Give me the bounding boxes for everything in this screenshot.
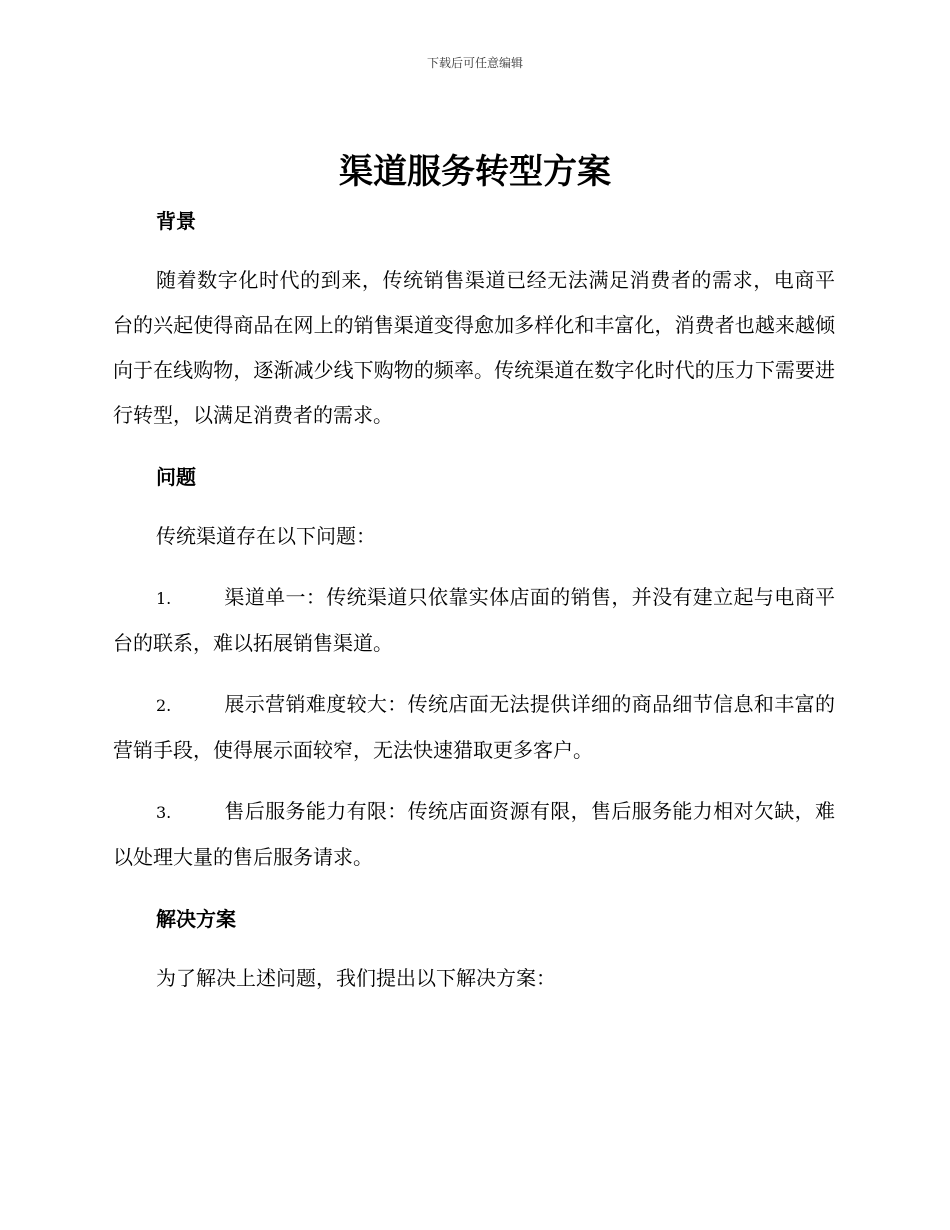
list-item-number: 3. <box>156 803 172 822</box>
list-item-text: 售后服务能力有限：传统店面资源有限，售后服务能力相对欠缺，难以处理大量的售后服务请求。 <box>113 799 835 869</box>
document-body <box>113 198 835 1001</box>
list-item-text: 展示营销难度较大：传统店面无法提供详细的商品细节信息和丰富的营销手段，使得展示面较窄，无法快速猎取更多客户。 <box>113 692 835 762</box>
section-heading-problems: 问题 <box>156 465 196 489</box>
section-heading-solutions: 解决方案 <box>156 907 236 931</box>
problems-intro: 传统渠道存在以下问题： <box>156 524 376 548</box>
solutions-intro: 为了解决上述问题，我们提出以下解决方案： <box>156 966 556 990</box>
section-heading-background: 背景 <box>156 209 196 233</box>
list-item <box>113 789 835 880</box>
list-item <box>113 575 835 666</box>
document-title: 渠道服务转型方案 <box>339 152 611 192</box>
header-note: 下载后可任意编辑 <box>426 56 523 70</box>
background-paragraph: 随着数字化时代的到来，传统销售渠道已经无法满足消费者的需求，电商平台的兴起使得商品在网上的销售渠道变得愈加多样化和丰富化，消费者也越来越倾向于在线购物，逐渐减少线下购物的频率。传统渠道在数字化时代的压力下需要进行转型，以满足消费者的需求。 <box>113 268 835 427</box>
list-item-text: 渠道单一：传统渠道只依靠实体店面的销售，并没有建立起与电商平台的联系，难以拓展销售渠道。 <box>113 585 835 655</box>
list-item <box>113 682 835 773</box>
list-item-number: 1. <box>156 589 172 608</box>
list-item-number: 2. <box>156 696 172 715</box>
